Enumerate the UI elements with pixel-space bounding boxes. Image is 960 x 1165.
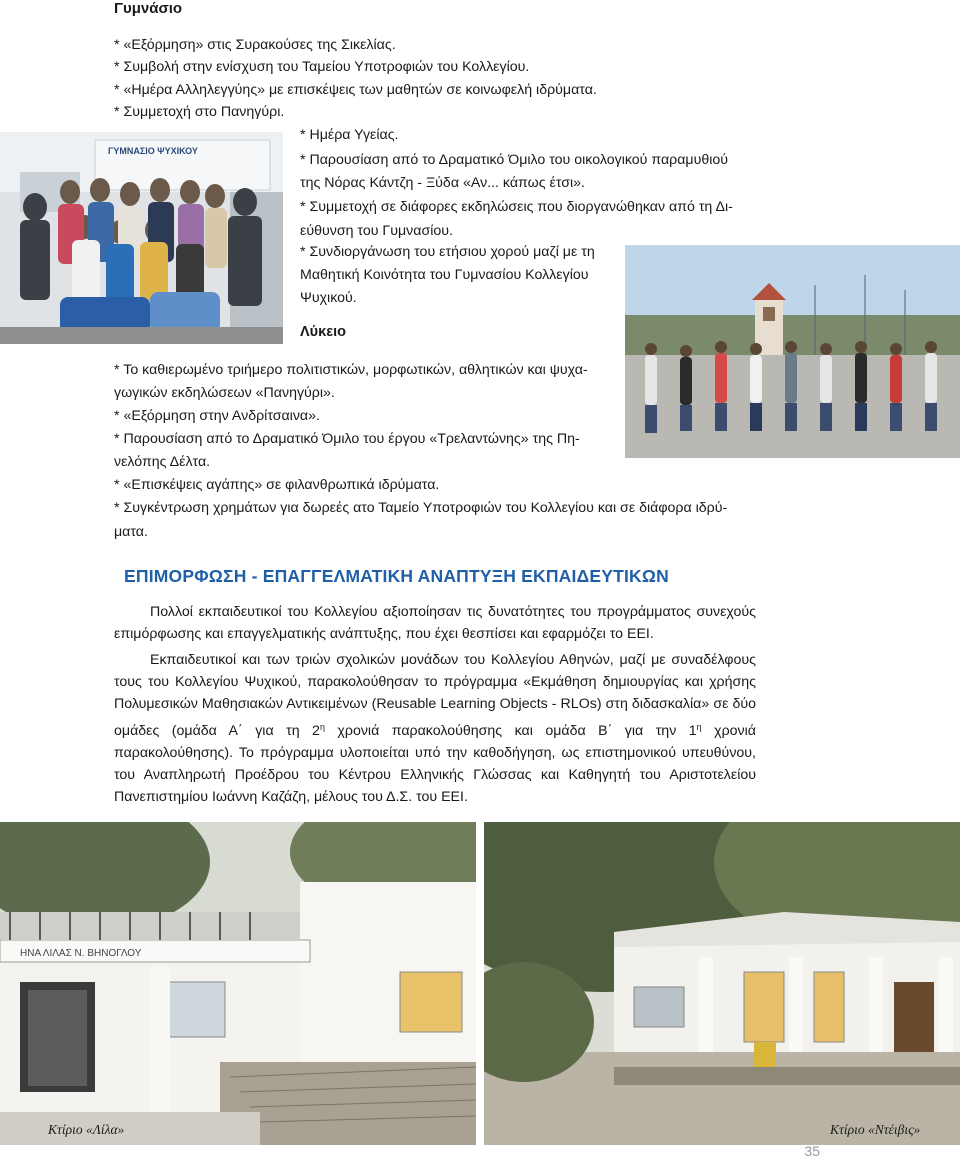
list-item: * Συμμετοχή στο Πανηγύρι. — [114, 104, 285, 120]
list-item: εύθυνση του Γυμνασίου. — [300, 223, 453, 239]
training-paragraph-2: Εκπαιδευτικοί και των τριών σχολικών μονάδων του Κολλεγίου Αθηνών, μαζί με συναδέλφους τους του Κολλεγίου Ψυχικού, παρακολούθησαν το πρόγραμμα «Εκμάθηση δημιουργίας και χρήσης Πολυμεσικών Μαθησιακών Αντικειμένων (Reusable Learning Objects - RLOs) στη διδασκαλία» σε δύο ομάδες (ομάδα Α΄ για τη $2^\eta$ χρονιά παρακολούθησης και ομάδα Β΄ για την $1^\eta$ χρονιά παρακολούθησης). Το πρόγραμμα υλοποιείται υπό την καθοδήγηση, ως επιστημονικού υπευθύνου, του Αναπληρωτή Προέδρου του Κέντρου Ελληνικής Γλώσσας και Καθηγητή του Αριστοτελείου Πανεπιστημίου Ιωάννη Καζάζη, μέλους του Δ.Σ. του ΕΕΙ. — [114, 652, 756, 806]
list-item: νελόπης Δέλτα. — [114, 454, 211, 470]
page-number: 35 — [804, 1143, 820, 1159]
davis-building-photo — [484, 822, 960, 1145]
list-item: * Συμβολή στην ενίσχυση του Ταμείου Υποτροφιών του Κολλεγίου. — [114, 59, 530, 75]
section-heading-gymnasio: Γυμνάσιο — [114, 0, 183, 17]
list-item: Ψυχικού. — [300, 290, 357, 306]
list-item: της Νόρας Κάντζη - Ξύδα «Αν... κάπως έτσι». — [300, 175, 585, 191]
section-heading-lykeio: Λύκειο — [300, 324, 346, 340]
dance-photo — [625, 245, 960, 458]
training-paragraph-1: Πολλοί εκπαιδευτικοί του Κολλεγίου αξιοποίησαν τις δυνατότητες του προγράμματος συνεχούς επιμόρφωσης και επαγγελματικής ανάπτυξης, που έχει θεσπίσει και εφαρμόζει το ΕΕΙ. — [114, 604, 756, 643]
list-item: * «Ημέρα Αλληλεγγύης» με επισκέψεις των μαθητών σε κοινωφελή ιδρύματα. — [114, 82, 597, 98]
list-item: * Συνδιοργάνωση του ετήσιου χορού μαζί με τη — [300, 244, 595, 260]
training-heading: ΕΠΙΜΟΡΦΩΣΗ - ΕΠΑΓΓΕΛΜΑΤΙΚΗ ΑΝΑΠΤΥΞΗ ΕΚΠΑΙΔΕΥΤΙΚΩΝ — [124, 566, 669, 586]
list-item: γωγικών εκδηλώσεων «Πανηγύρι». — [114, 385, 335, 401]
list-item: * Συγκέντρωση χρημάτων για δωρεές ατο Ταμείο Υποτροφιών του Κολλεγίου και σε διάφορα ιδρύ- — [114, 500, 728, 516]
school-sign: ΓΥΜΝΑΣΙΟ ΨΥΧΙΚΟΥ — [108, 146, 198, 156]
caption-lila: Κτίριο «Λίλα» — [48, 1122, 125, 1137]
list-item: * Ημέρα Υγείας. — [300, 127, 399, 143]
list-item: * Παρουσίαση από το Δραματικό Όμιλο του οικολογικού παραμυθιού — [300, 152, 729, 168]
list-item: * «Εξόρμηση» στις Συρακούσες της Σικελίας. — [114, 37, 396, 53]
list-item: * «Επισκέψεις αγάπης» σε φιλανθρωπικά ιδρύματα. — [114, 477, 440, 493]
list-item: * Το καθιερωμένο τριήμερο πολιτιστικών, μορφωτικών, αθλητικών και ψυχα- — [114, 362, 588, 378]
list-item: ματα. — [114, 524, 148, 540]
list-item: * Συμμετοχή σε διάφορες εκδηλώσεις που διοργανώθηκαν από τη Δι- — [300, 199, 733, 215]
list-item: Μαθητική Κοινότητα του Γυμνασίου Κολλεγίου — [300, 267, 589, 283]
building-sign: ΗΝΑ ΛΙΛΑΣ Ν. ΒΗΝΟΓΛΟΥ — [20, 948, 142, 959]
list-item: * Παρουσίαση από το Δραματικό Όμιλο του έργου «Τρελαντώνης» της Πη- — [114, 431, 580, 447]
caption-davis: Κτίριο «Ντέιβις» — [830, 1122, 921, 1137]
list-item: * «Εξόρμηση στην Ανδρίτσαινα». — [114, 408, 320, 424]
group-photo — [0, 132, 283, 344]
lila-building-photo — [0, 822, 476, 1145]
